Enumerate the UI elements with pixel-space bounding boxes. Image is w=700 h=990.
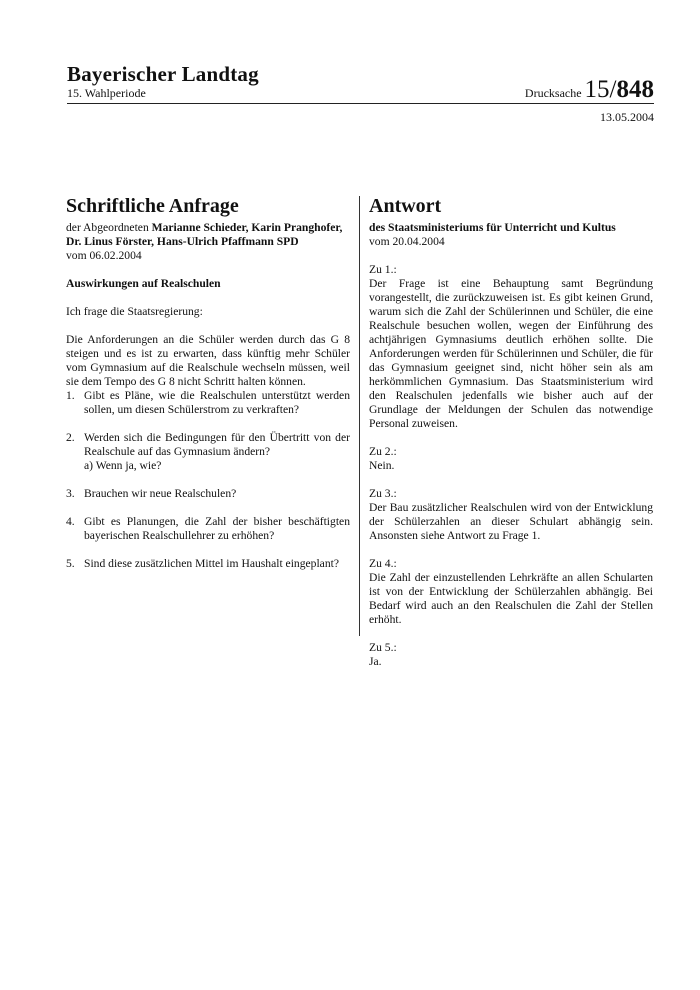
answer-text: Nein.	[369, 459, 395, 472]
answer-label: Zu 1.:	[369, 263, 397, 276]
antwort-ministry	[369, 221, 653, 235]
ministry-name: des Staatsministeriums für Unterricht und Kultus	[369, 221, 616, 234]
anfrage-column	[66, 194, 350, 571]
authors-names: Marianne Schieder, Karin Pranghofer, Dr. Linus Förster, Hans-Ulrich Pfaffmann SPD	[66, 221, 343, 248]
question-text: Werden sich die Bedingungen für den Übertritt von der Realschule auf das Gymnasium ändern?	[84, 431, 350, 458]
answer-block	[369, 445, 653, 473]
drucksache-number-bold: 848	[616, 76, 654, 103]
electoral-period: 15. Wahlperiode	[67, 86, 146, 100]
question-text: Gibt es Pläne, wie die Realschulen unterstützt werden sollen, um diesen Schülerstrom zu verkraften?	[84, 389, 350, 416]
answer-text: Der Frage ist eine Behauptung samt Begründung vorangestellt, die zurückzuweisen ist. Es gibt keinen Grund, warum sich die Zahl der Schülerinnen und Schüler, die eine Realschule besuchen wollen, wegen der Einführung des achtjährigen Gymnasiums deutlich erhöhen sollte. Die Anforderungen werden für Schülerinnen und Schüler, die für das Gymnasium geeignet sind, nicht höher sein als am herkömmlichen Gymnasium. Das Staatsministerium wird den Realschulen jedenfalls wie bisher auch auf der Grundlage der Meldungen der Schulen das notwendige Personal zuweisen.	[369, 277, 653, 430]
antwort-heading: Antwort	[369, 195, 442, 217]
header-rule	[67, 103, 654, 104]
drucksache-label: Drucksache	[524, 86, 582, 100]
antwort-column	[369, 194, 653, 669]
answer-label: Zu 5.:	[369, 641, 397, 654]
anfrage-heading: Schriftliche Anfrage	[66, 195, 239, 217]
answer-label: Zu 3.:	[369, 487, 397, 500]
answer-text: Ja.	[369, 655, 382, 668]
question-item	[66, 431, 350, 473]
document-date: 13.05.2004	[600, 110, 654, 124]
answer-text: Der Bau zusätzlicher Realschulen wird von der Entwicklung der Schülerzahlen an dieser Schulart abhängig sein. Ansonsten siehe Antwort zu Frage 1.	[369, 501, 653, 542]
anfrage-preamble: Die Anforderungen an die Schüler werden durch das G 8 steigen und es ist zu erwarten, dass künftig mehr Schüler vom Gymnasium auf die Realschule wechseln müssen, weil sie dem Tempo des G 8 nicht Schritt halten können.	[66, 333, 350, 388]
antwort-date: vom 20.04.2004	[369, 235, 445, 248]
question-subtext: a) Wenn ja, wie?	[84, 459, 162, 472]
column-divider	[359, 196, 360, 636]
question-number: 3.	[66, 487, 75, 500]
question-text: Gibt es Planungen, die Zahl der bisher beschäftigten bayerischen Realschullehrer zu erhöhen?	[84, 515, 350, 542]
question-number: 4.	[66, 515, 75, 528]
answer-block	[369, 263, 653, 431]
question-text: Sind diese zusätzlichen Mittel im Haushalt eingeplant?	[84, 557, 339, 570]
parliament-title: Bayerischer Landtag	[67, 62, 259, 86]
answer-block	[369, 641, 653, 669]
answer-text: Die Zahl der einzustellenden Lehrkräfte an allen Schularten ist von der Entwicklung der Schülerzahlen abhängig. Bei Bedarf wird auch an den Realschulen die Zahl der Stellen erhöht.	[369, 571, 653, 626]
answer-label: Zu 4.:	[369, 557, 397, 570]
answer-block	[369, 487, 653, 543]
question-item	[66, 389, 350, 417]
question-number: 2.	[66, 431, 75, 444]
question-item	[66, 557, 350, 571]
question-number: 1.	[66, 389, 75, 402]
question-item	[66, 487, 350, 501]
drucksache-number	[525, 76, 654, 104]
question-number: 5.	[66, 557, 75, 570]
anfrage-authors	[66, 221, 350, 249]
drucksache-prefix: 15/	[584, 76, 617, 103]
answer-label: Zu 2.:	[369, 445, 397, 458]
question-item	[66, 515, 350, 543]
anfrage-date: vom 06.02.2004	[66, 249, 142, 262]
question-list	[66, 389, 350, 571]
anfrage-intro: Ich frage die Staatsregierung:	[66, 305, 203, 318]
answer-block	[369, 557, 653, 627]
drucksache-id	[585, 76, 654, 103]
question-text: Brauchen wir neue Realschulen?	[84, 487, 237, 500]
anfrage-topic: Auswirkungen auf Realschulen	[66, 277, 221, 290]
authors-prefix: der Abgeordneten	[66, 221, 152, 234]
